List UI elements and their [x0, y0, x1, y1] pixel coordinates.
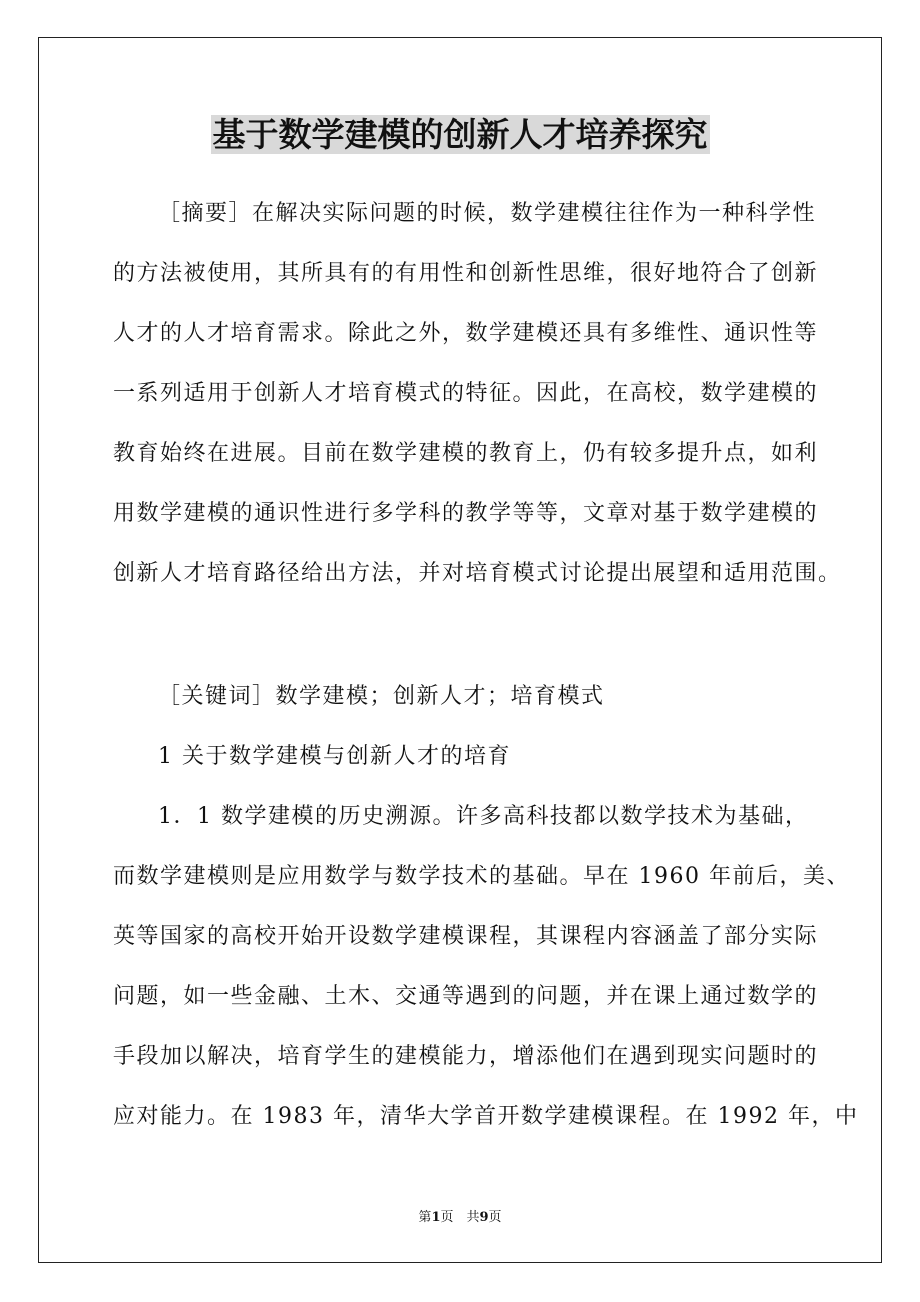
abstract-line: 的方法被使用，其所具有的有用性和创新性思维，很好地符合了创新: [113, 261, 819, 286]
footer-suffix: 页: [488, 1210, 502, 1225]
section-heading: [113, 727, 813, 787]
abstract-line: 教育始终在进展。目前在数学建模的教育上，仍有较多提升点，如利: [113, 441, 819, 466]
body-line: 而数学建模则是应用数学与数学技术的基础。早在 1960 年前后，美、: [113, 864, 850, 889]
body-line: 问题，如一些金融、土木、交通等遇到的问题，并在课上通过数学的: [113, 984, 819, 1009]
body-line: 手段加以解决，培育学生的建模能力，增添他们在遇到现实问题时的: [113, 1044, 819, 1069]
abstract-line: 创新人才培育路径给出方法，并对培育模式讨论提出展望和适用范围。: [113, 561, 842, 586]
abstract-line: 人才的人才培育需求。除此之外，数学建模还具有多维性、通识性等: [113, 321, 819, 346]
footer-total-pages: 9: [479, 1210, 489, 1225]
keywords-paragraph: [113, 667, 813, 727]
section-heading-text: 1 关于数学建模与创新人才的培育: [158, 744, 511, 769]
document-title-text: 基于数学建模的创新人才培养探究: [212, 115, 708, 154]
body-paragraph: [113, 787, 859, 1147]
footer-prefix: 第: [418, 1210, 432, 1225]
body-line: 应对能力。在 1983 年，清华大学首开数学建模课程。在 1992 年，中: [113, 1104, 859, 1129]
footer-current-page: 1: [431, 1210, 441, 1225]
abstract-paragraph: [113, 184, 842, 604]
keywords-line: ［关键词］数学建模；创新人才；培育模式: [158, 684, 605, 709]
body-line: 英等国家的高校开始开设数学建模课程，其课程内容涵盖了部分实际: [113, 924, 819, 949]
body-line: 1．1 数学建模的历史溯源。许多高科技都以数学技术为基础，: [158, 804, 809, 829]
abstract-line: 一系列适用于创新人才培育模式的特征。因此，在高校，数学建模的: [113, 381, 819, 406]
page-footer: [0, 1206, 920, 1225]
footer-mid: 页 共: [440, 1210, 480, 1225]
document-title: [0, 112, 920, 158]
abstract-line: ［摘要］在解决实际问题的时候，数学建模往往作为一种科学性: [158, 201, 817, 226]
abstract-line: 用数学建模的通识性进行多学科的教学等等，文章对基于数学建模的: [113, 501, 819, 526]
